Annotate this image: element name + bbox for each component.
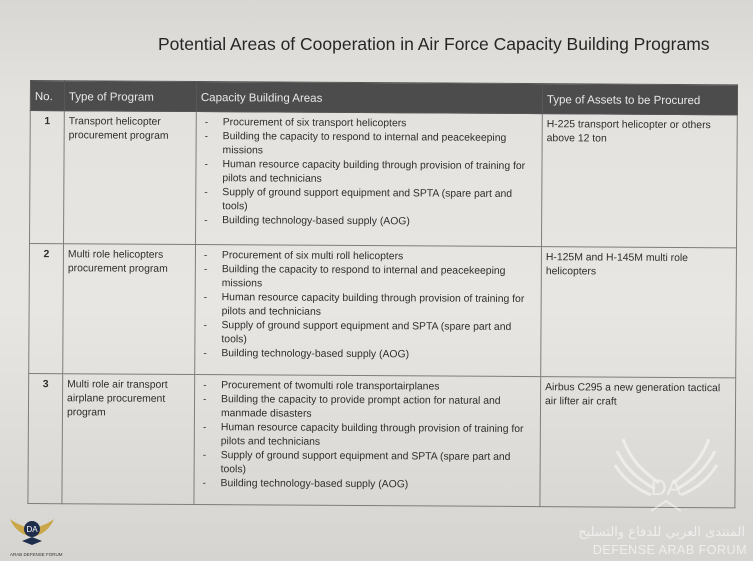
area-item: - Building technology-based supply (AOG): [200, 214, 537, 230]
asset-type: H-125M and H-145M multi role helicopters: [541, 247, 737, 378]
area-item: - Building the capacity to respond to internal and peacekeeping missions: [200, 263, 537, 293]
program-type: Multi role helicopters procurement program: [63, 244, 196, 375]
area-item: - Procurement of six transport helicopters: [201, 116, 538, 132]
header-no: No.: [30, 81, 64, 111]
asset-type: Airbus C295 a new generation tactical air lifter air craft: [540, 377, 736, 508]
area-item: - Human resource capacity building through provision of training for pilots and technicians: [199, 421, 536, 451]
area-item: - Procurement of six multi roll helicopters: [200, 249, 537, 265]
area-item: - Human resource capacity building through provision of training for pilots and technicians: [200, 158, 537, 188]
watermark-small-left: ARAB DEFENSE FORUM: [10, 552, 63, 557]
area-item: - Supply of ground support equipment and SPTA (spare part and tools): [199, 449, 536, 479]
header-areas: Capacity Building Areas: [196, 82, 542, 114]
row-number: 3: [28, 373, 63, 503]
watermark-arabic: المنتدى العربي للدفاع والتسليح: [578, 525, 745, 540]
program-type: Transport helicopter procurement program: [64, 111, 197, 245]
asset-type: H-225 transport helicopter or others above 12 ton: [541, 114, 737, 248]
row-number: 1: [30, 111, 65, 244]
defense-arab-forum-logo-icon: [611, 431, 721, 521]
area-item: - Supply of ground support equipment and SPTA (spare part and tools): [199, 319, 536, 349]
area-item: - Building the capacity to provide prompt action for natural and manmade disasters: [199, 393, 536, 423]
table-row: [29, 244, 737, 378]
table-row: [30, 111, 738, 248]
watermark-english: DEFENSE ARAB FORUM: [592, 543, 747, 557]
document-title: Potential Areas of Cooperation in Air Force Capacity Building Programs: [158, 34, 710, 54]
area-item: - Building technology-based supply (AOG): [199, 347, 536, 363]
area-item: - Supply of ground support equipment and SPTA (spare part and tools): [200, 186, 537, 216]
svg-text:DA: DA: [26, 525, 38, 534]
capacity-areas: [195, 245, 542, 377]
area-item: - Procurement of twomulti role transportairplanes: [199, 379, 536, 395]
capacity-areas: [194, 375, 541, 507]
table-header-row: [30, 81, 737, 115]
area-item: - Human resource capacity building through provision of training for pilots and technicians: [200, 291, 537, 321]
program-type: Multi role air transport airplane procurement program: [62, 374, 195, 505]
logo-text: DA: [650, 475, 682, 500]
header-program: Type of Program: [64, 81, 196, 112]
capacity-areas: [195, 112, 542, 247]
area-item: - Building the capacity to respond to internal and peacekeeping missions: [201, 130, 538, 160]
arab-defense-forum-emblem-icon: [4, 503, 60, 557]
header-assets: Type of Assets to be Procured: [542, 84, 737, 115]
area-item: - Building technology-based supply (AOG): [198, 477, 535, 493]
row-number: 2: [29, 244, 64, 374]
